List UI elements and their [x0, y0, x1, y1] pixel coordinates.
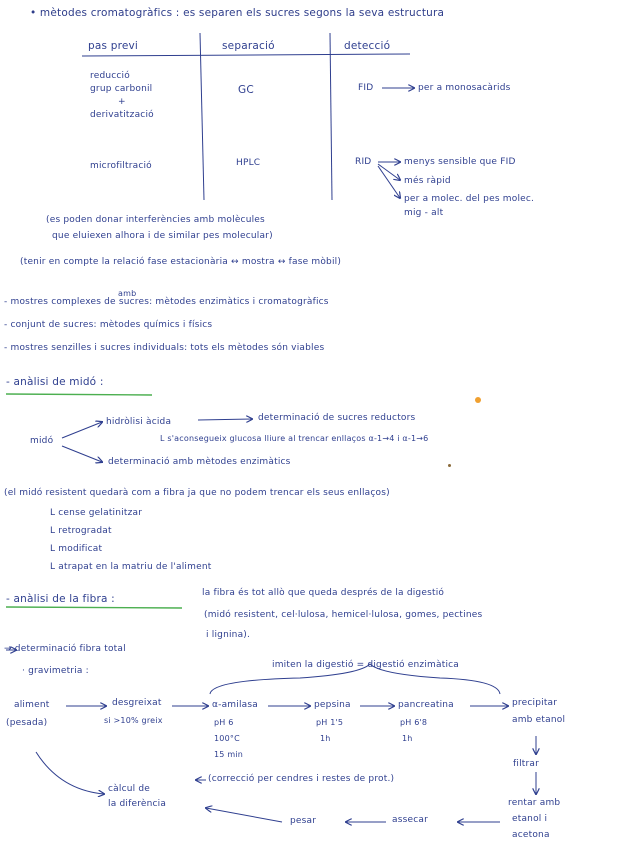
sample-line-set: - conjunt de sucres: mètodes químics i físics — [4, 320, 213, 330]
ink-dot — [448, 464, 451, 467]
fiber-definition-2: (midó resistent, cel·lulosa, hemicel·lulosa, gomes, pectines — [204, 610, 483, 620]
table-header-rule — [82, 54, 410, 56]
table-header-pas-previ: pas previ — [88, 40, 139, 52]
row2-separacio: HPLC — [236, 158, 261, 168]
flow-calcul-1: càlcul de — [108, 784, 151, 794]
flow-calcul-2: la diferència — [108, 799, 167, 809]
flow-pancreatina-time: 1h — [402, 734, 413, 743]
ink-spot — [475, 397, 481, 403]
row1-deteccio: FID — [358, 83, 374, 93]
table-header-separacio: separació — [222, 40, 275, 52]
flow-assecar: assecar — [392, 815, 428, 825]
row2-note-2: més ràpid — [404, 176, 451, 186]
fiber-definition-1: la fibra és tot allò que queda després de la digestió — [202, 588, 445, 598]
row1-pas-previ-plus: + — [118, 97, 126, 107]
row1-pas-previ-1: reducció — [90, 71, 130, 81]
branch-acid-hydrolysis: hidròlisi àcida — [106, 417, 172, 427]
underline-starch — [6, 394, 152, 395]
flow-desgreixat-cond: si >10% greix — [104, 716, 163, 725]
row1-pas-previ-3: derivatització — [90, 110, 154, 120]
flow-rentar-1: rentar amb — [508, 798, 561, 808]
flow-precipitar-2: amb etanol — [512, 715, 566, 725]
branch-enzymatic: determinació amb mètodes enzimàtics — [108, 457, 291, 467]
underline-fiber — [6, 607, 182, 608]
flow-pancreatina-ph: pH 6'8 — [400, 718, 428, 727]
flow-rentar-2: etanol i — [512, 814, 548, 824]
section-title-starch: - anàlisi de midó : — [6, 376, 104, 388]
flow-pesar: pesar — [290, 816, 317, 826]
resistant-type-1: L cense gelatinitzar — [50, 508, 143, 518]
flow-correccio: (correcció per cendres i restes de prot.) — [208, 774, 395, 784]
note-interferences-2: que eluiexen alhora i de similar pes molecular) — [52, 231, 273, 241]
row2-pas-previ: microfiltració — [90, 161, 152, 171]
table-header-deteccio: detecció — [344, 40, 391, 52]
gravimetry-label: · gravimetria : — [22, 666, 89, 676]
flow-pepsina: pepsina — [314, 700, 351, 710]
resistant-starch-note: (el midó resistent quedarà com a fibra ja que no podem trencar els seus enllaços) — [4, 488, 390, 498]
row2-note-3: per a molec. del pes molec. — [404, 194, 535, 204]
flow-pepsina-time: 1h — [320, 734, 331, 743]
flow-filtrar: filtrar — [513, 759, 540, 769]
flow-pancreatina: pancreatina — [398, 700, 454, 710]
fiber-definition-3: i lignina). — [206, 630, 251, 640]
sample-line-complex: - mostres complexes de sucres: mètodes enzimàtics i cromatogràfics — [4, 297, 329, 307]
flow-pepsina-ph: pH 1'5 — [316, 718, 344, 727]
flow-pesada: (pesada) — [6, 718, 48, 728]
flow-amilasa-time: 15 min — [214, 750, 244, 759]
flow-aliment: aliment — [14, 700, 50, 710]
flow-precipitar: precipitar — [512, 698, 558, 708]
sample-line-simple: - mostres senzilles i sucres individuals: tots els mètodes són viables — [4, 343, 325, 353]
digestion-label: imiten la digestió = digestió enzimàtica — [272, 660, 460, 670]
table-col-divider-1 — [200, 33, 204, 200]
note-amb: amb — [118, 289, 137, 298]
flow-amilasa-ph: pH 6 — [214, 718, 234, 727]
row1-separacio: GC — [238, 84, 254, 96]
starch-label: midó — [30, 436, 54, 446]
row2-deteccio: RID — [355, 157, 372, 167]
note-interferences-1: (es poden donar interferències amb molècules — [46, 215, 265, 225]
resistant-type-2: L retrogradat — [50, 526, 112, 536]
flow-desgreixat: desgreixat — [112, 698, 162, 708]
total-fiber-label: → determinació fibra total — [4, 644, 126, 654]
flow-amilasa: α-amilasa — [212, 700, 258, 710]
row1-note: per a monosacàrids — [418, 83, 511, 93]
flow-rentar-3: acetona — [512, 830, 550, 840]
note-phase-relation: (tenir en compte la relació fase estacionària ↔ mostra ↔ fase mòbil) — [20, 257, 342, 267]
section-title-fiber: - anàlisi de la fibra : — [6, 593, 115, 605]
resistant-type-4: L atrapat en la matriu de l'aliment — [50, 562, 212, 572]
resistant-type-3: L modificat — [50, 544, 103, 554]
row1-pas-previ-2: grup carbonil — [90, 84, 153, 94]
section-title-chromatographic: • mètodes cromatogràfics : es separen els sucres segons la seva estructura — [30, 7, 445, 19]
row2-note-1: menys sensible que FID — [404, 157, 516, 167]
flow-amilasa-temp: 100°C — [214, 734, 240, 743]
branch-reducing-sugars: determinació de sucres reductors — [258, 413, 416, 423]
branch-glucose-note: L s'aconsegueix glucosa lliure al trencar enllaços α-1→4 i α-1→6 — [160, 434, 429, 443]
table-col-divider-2 — [330, 33, 332, 200]
row2-note-4: mig - alt — [404, 208, 444, 218]
